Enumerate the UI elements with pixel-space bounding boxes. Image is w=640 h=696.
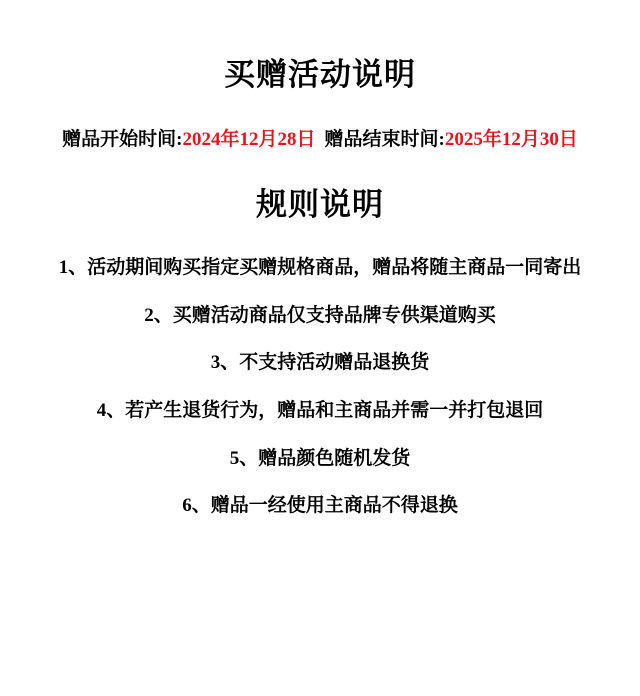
- gift-start-label: 赠品开始时间:: [62, 129, 183, 151]
- rules-list: [0, 255, 640, 519]
- list-item: 4、若产生退货行为，赠品和主商品并需一并打包退回: [96, 399, 544, 421]
- list-item: 1、活动期间购买指定买赠规格商品，赠品将随主商品一同寄出: [58, 257, 582, 279]
- gift-end-date: 2025年12月30日: [444, 129, 578, 151]
- gift-start-date: 2024年12月28日: [182, 129, 316, 151]
- gift-end-label: 赠品结束时间:: [324, 129, 445, 151]
- list-item: 6、赠品一经使用主商品不得退换: [182, 495, 458, 517]
- list-item: 5、赠品颜色随机发货: [229, 447, 411, 469]
- promotion-notice-page: [0, 56, 640, 696]
- page-title: 买赠活动说明: [224, 57, 416, 92]
- rules-heading: 规则说明: [256, 186, 384, 222]
- list-item: 3、不支持活动赠品退换货: [210, 352, 430, 374]
- gift-period-line: [0, 128, 640, 153]
- list-item: 2、买赠活动商品仅支持品牌专供渠道购买: [144, 304, 496, 326]
